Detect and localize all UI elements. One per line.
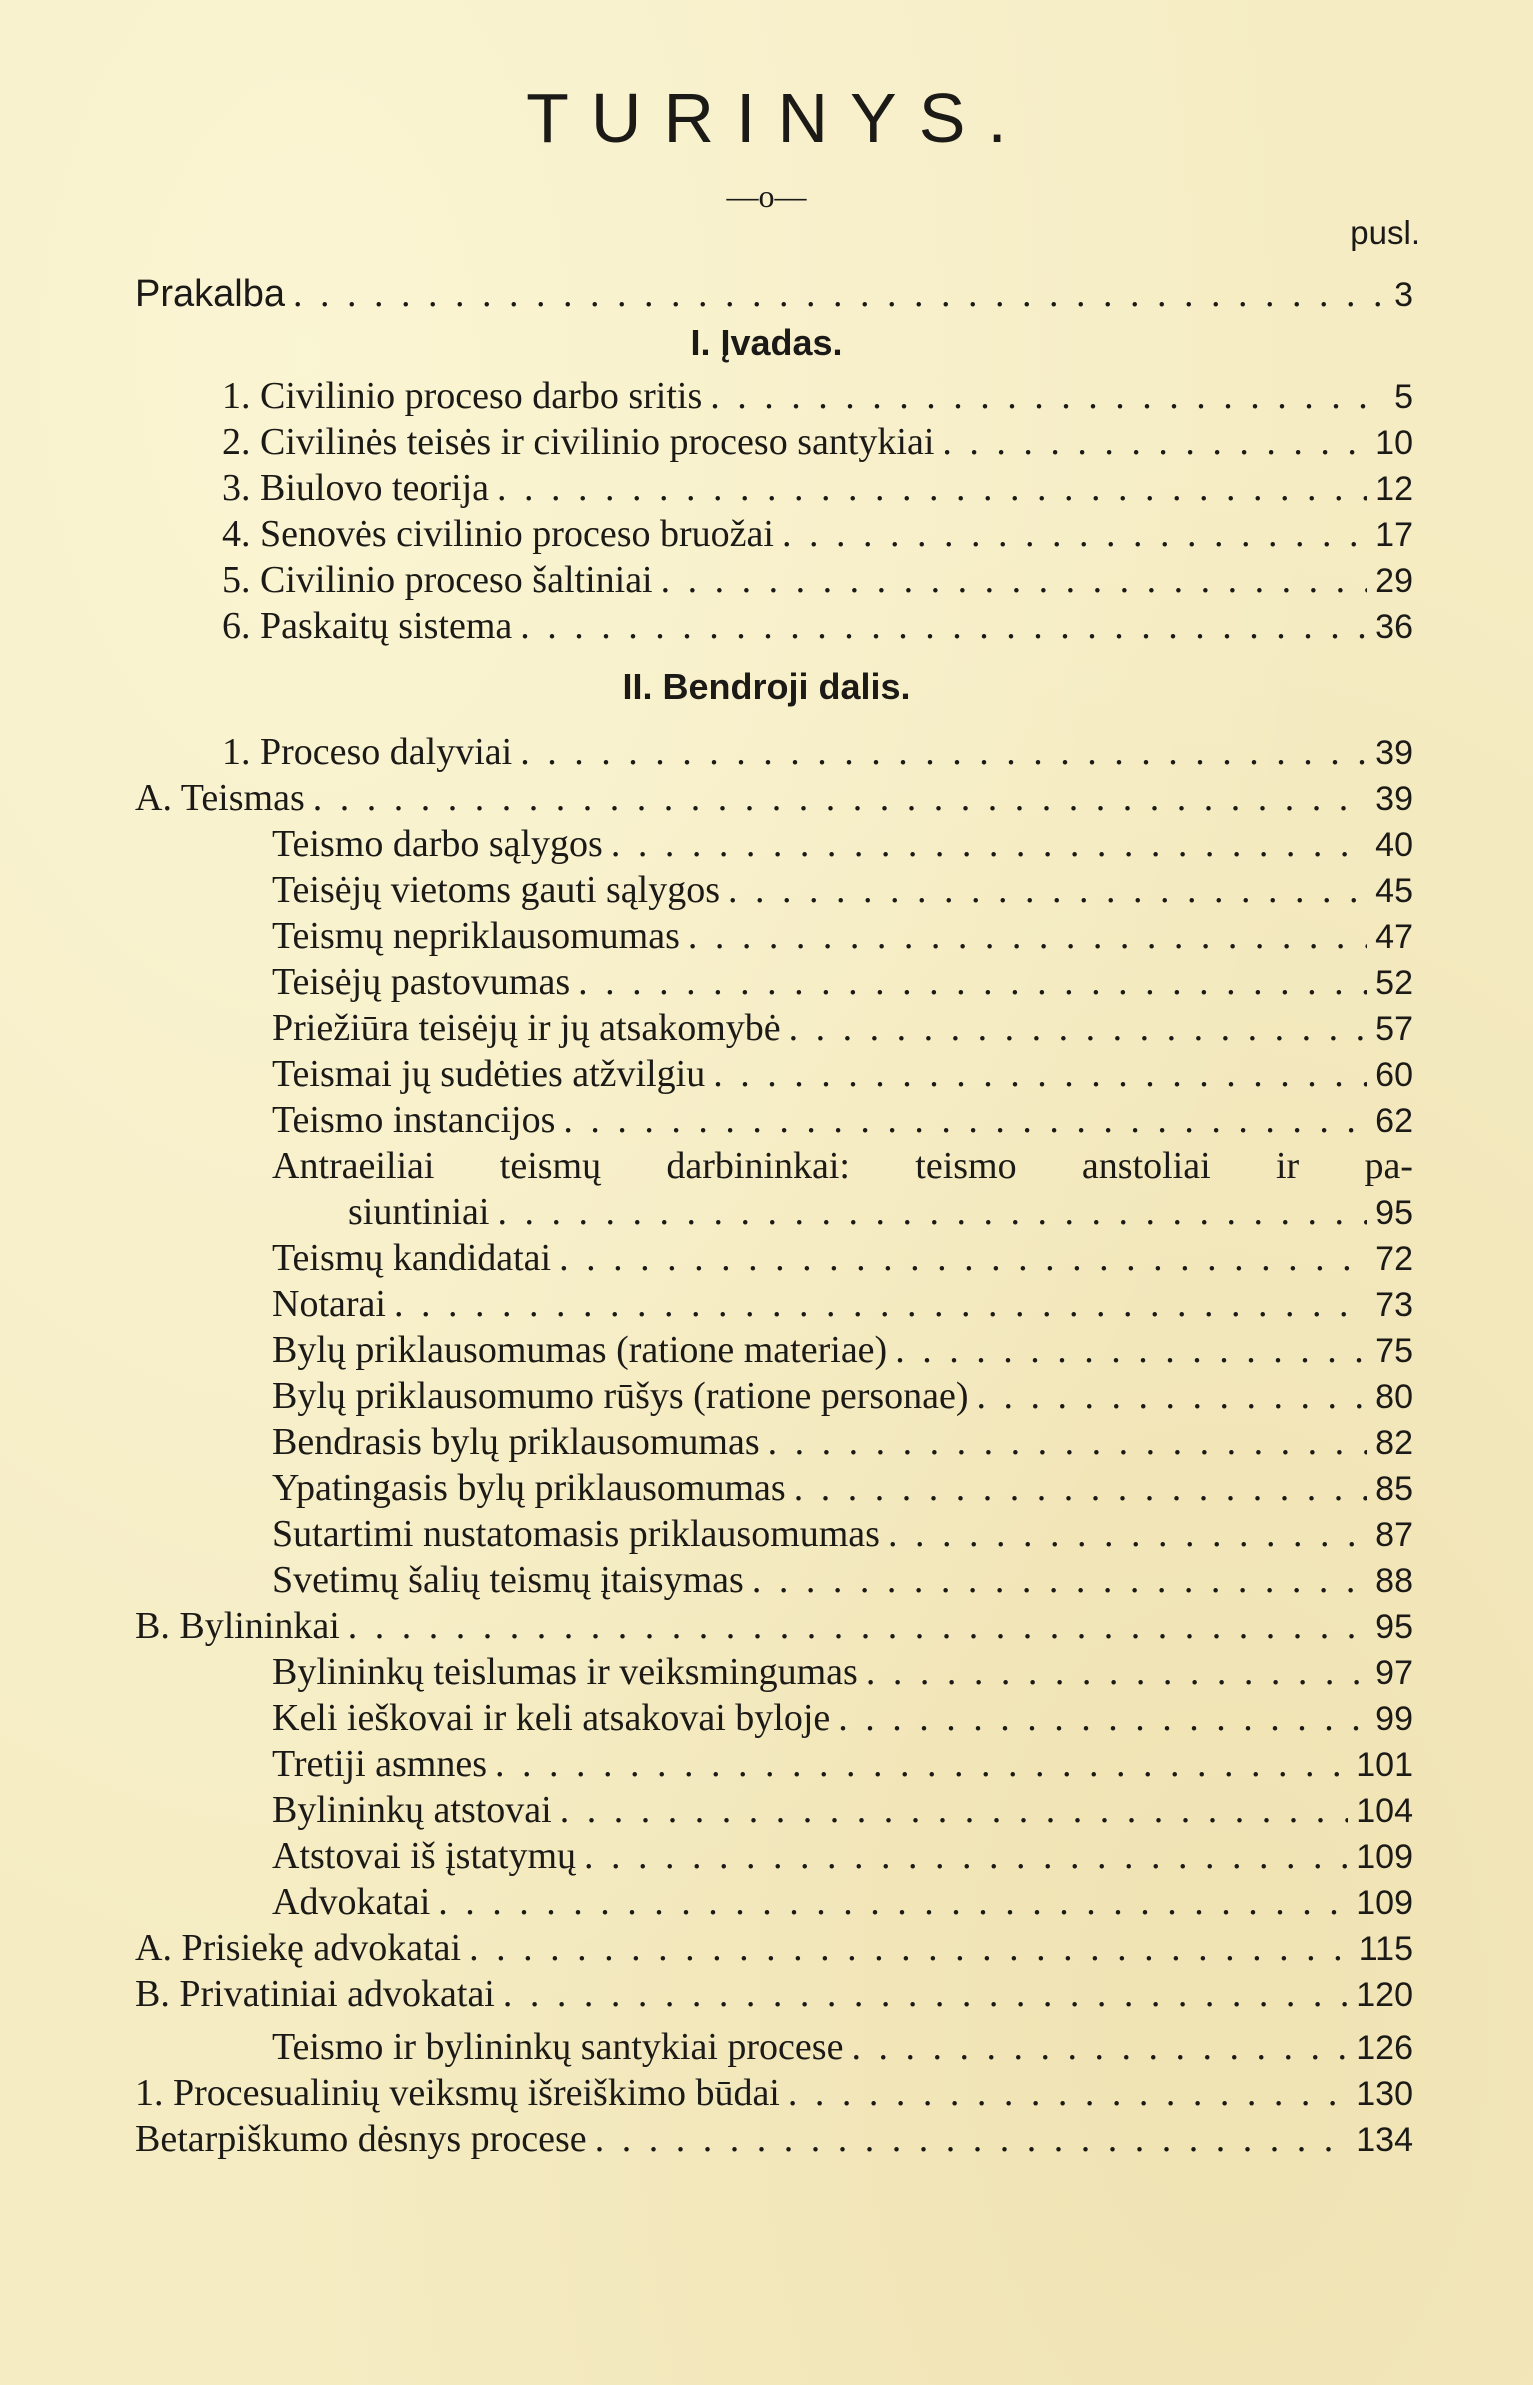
toc-entry-page: 3 xyxy=(1394,276,1413,314)
toc-entry: Teismo ir bylininkų santykiai procese . . . 126 xyxy=(272,2025,1413,2070)
toc-entry: Notarai . . . 73 xyxy=(272,1282,1413,1327)
section-heading-ivadas: I. Įvadas. xyxy=(690,322,843,363)
toc-entry: 5. Civilinio proceso šaltiniai . . . 29 xyxy=(222,558,1413,603)
toc-entry: Teismo darbo sąlygos . . . 40 xyxy=(272,822,1413,867)
toc-entry: Tretiji asmnes . . . 101 xyxy=(272,1742,1413,1787)
toc-entry: Teismai jų sudėties atžvilgiu . . . 60 xyxy=(272,1052,1413,1097)
toc-entry: 4. Senovės civilinio proceso bruožai . . . 17 xyxy=(222,512,1413,557)
toc-group-b-bylininkai: B. Bylininkai . . . 95 xyxy=(135,1604,1413,1649)
toc-entry: Teismų kandidatai . . . 72 xyxy=(272,1236,1413,1281)
toc-entry: Priežiūra teisėjų ir jų atsakomybė . . . 57 xyxy=(272,1006,1413,1051)
toc-entry: Atstovai iš įstatymų . . . 109 xyxy=(272,1834,1413,1879)
title-divider: —o— xyxy=(726,178,807,214)
toc-entry: Svetimų šalių teismų įtaisymas . . . 88 xyxy=(272,1558,1413,1603)
toc-entry: Keli ieškovai ir keli atsakovai byloje . . . 99 xyxy=(272,1696,1413,1741)
toc-entry-label: Prakalba xyxy=(135,273,285,315)
toc-entry: B. Privatiniai advokatai . . . 120 xyxy=(135,1972,1413,2017)
toc-entry: Bylininkų teislumas ir veiksmingumas . . . 97 xyxy=(272,1650,1413,1695)
toc-entry: Bylų priklausomumas (ratione materiae) . . . 75 xyxy=(272,1328,1413,1373)
toc-entry: 2. Civilinės teisės ir civilinio proceso santykiai . . . 10 xyxy=(222,420,1413,465)
toc-entry: A. Prisiekę advokatai . . . 115 xyxy=(135,1926,1413,1971)
toc-entry: 3. Biulovo teorija . . . 12 xyxy=(222,466,1413,511)
toc-entry: 6. Paskaitų sistema . . . 36 xyxy=(222,604,1413,649)
toc-entry: Teisėjų vietoms gauti sąlygos . . . 45 xyxy=(272,868,1413,913)
toc-entry: Bendrasis bylų priklausomumas . . . 82 xyxy=(272,1420,1413,1465)
toc-entry-prakalba xyxy=(135,272,1413,317)
toc-entry: Ypatingasis bylų priklausomumas . . . 85 xyxy=(272,1466,1413,1511)
page-title: TURINYS. xyxy=(526,79,1029,157)
leader-dots xyxy=(293,272,1386,316)
section-heading-bendroji-dalis: II. Bendroji dalis. xyxy=(622,666,911,707)
toc-entry: Teismo instancijos . . . 62 xyxy=(272,1098,1413,1143)
toc-entry: Bylų priklausomumo rūšys (ratione personae) . . . 80 xyxy=(272,1374,1413,1419)
toc-entry: Advokatai . . . 109 xyxy=(272,1880,1413,1925)
toc-entry: Sutartimi nustatomasis priklausomumas . . . 87 xyxy=(272,1512,1413,1557)
toc-entry-antraeiliai-line1: Antraeiliai teismų darbininkai: teismo anstoliai ir pa- xyxy=(272,1145,1413,1187)
toc-entry: Teismų nepriklausomumas . . . 47 xyxy=(272,914,1413,959)
toc-entry: Bylininkų atstovai . . . 104 xyxy=(272,1788,1413,1833)
toc-entry: Teisėjų pastovumas . . . 52 xyxy=(272,960,1413,1005)
page-column-label: pusl. xyxy=(1350,214,1420,251)
toc-entry: 1. Civilinio proceso darbo sritis . . . 5 xyxy=(222,374,1413,419)
toc-entry: 1. Proceso dalyviai . . . 39 xyxy=(222,730,1413,775)
toc-group-a-teismas: A. Teismas . . . 39 xyxy=(135,776,1413,821)
toc-entry: 1. Procesualinių veiksmų išreiškimo būdai . . . 130 xyxy=(135,2071,1413,2116)
toc-entry: Betarpiškumo dėsnys procese . . . 134 xyxy=(135,2117,1413,2162)
toc-entry-antraeiliai-line2: siuntiniai . . . 95 xyxy=(348,1190,1413,1235)
